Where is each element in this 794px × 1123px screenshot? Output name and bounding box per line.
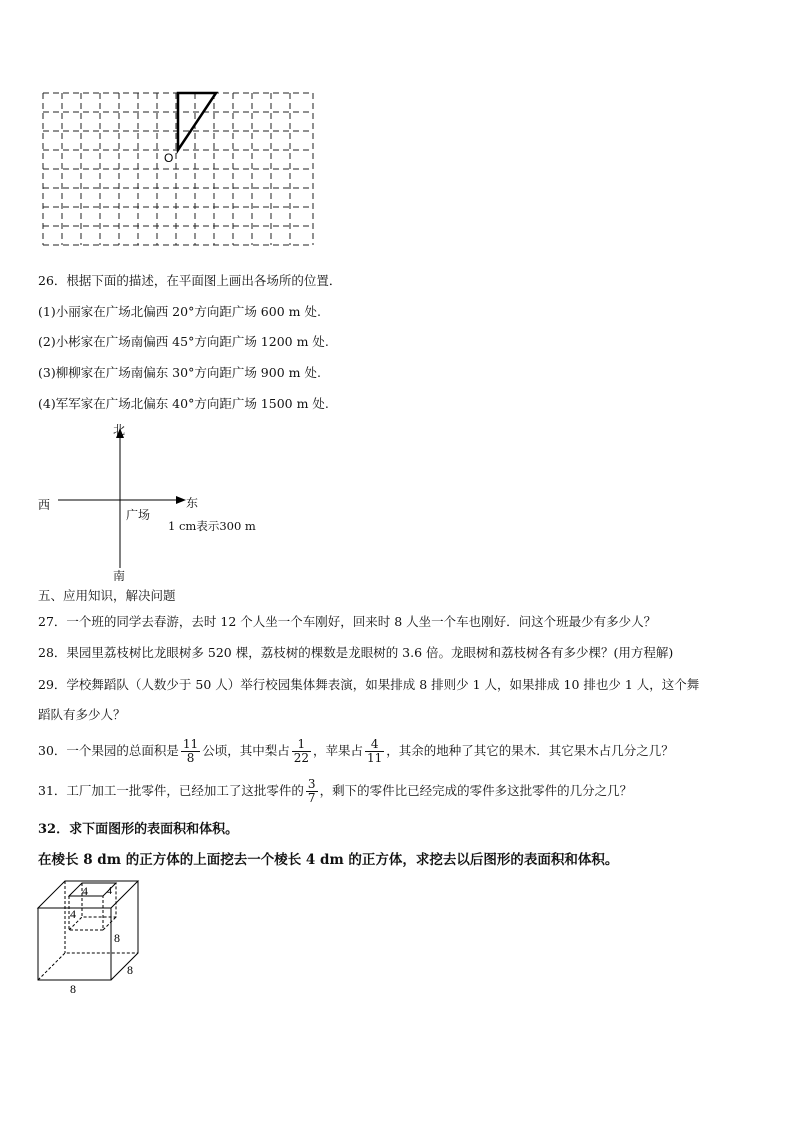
origin-label: O (164, 151, 174, 165)
north-label: 北 (113, 423, 126, 437)
cube-label-inner-side: 4 (70, 907, 76, 921)
q28-text: 28．果园里荔枝树比龙眼树多 520 棵，荔枝树的棵数是龙眼树的 3.6 倍。龙眼树和荔枝树各有多少棵？(用方程解) (38, 645, 674, 660)
outer-top-face (38, 881, 138, 908)
cube-label-inner-top: 4 (82, 884, 88, 898)
fraction-denominator: 11 (367, 751, 383, 765)
q26-item-3: (3)柳柳家在广场南偏东 30°方向距广场 900 m 处. (38, 365, 321, 380)
south-label: 南 (113, 569, 126, 583)
cube-label-inner-depth: 4 (107, 886, 112, 897)
q30-part-4: ，其余的地种了其它的果木．其它果木占几分之几？ (386, 743, 674, 758)
plaza-label: 广场 (126, 508, 151, 522)
east-arrow-icon (176, 496, 186, 504)
q26-item-2: (2)小彬家在广场南偏西 45°方向距广场 1200 m 处. (38, 334, 329, 349)
fraction-numerator: 3 (307, 777, 316, 791)
q27-text: 27．一个班的同学去春游，去时 12 个人坐一个车刚好，回来时 8 人坐一个车也刚好．问这个班最少有多少人？ (38, 614, 657, 629)
fraction-11-8 (181, 738, 200, 765)
cube-label-depth-edge: 8 (127, 963, 133, 977)
cube-label-right-edge: 8 (114, 931, 120, 945)
fraction-denominator: 7 (307, 791, 316, 805)
fraction-3-7 (306, 778, 318, 805)
fraction-numerator: 4 (365, 738, 384, 752)
fraction-numerator: 1 (292, 738, 311, 752)
east-label: 东 (186, 496, 199, 510)
fraction-numerator: 11 (182, 737, 199, 751)
q30-part-1: 30．一个果园的总面积是 (38, 743, 179, 758)
q31-part-1: 31．工厂加工一批零件，已经加工了这批零件的 (38, 783, 304, 798)
q32-title: 32．求下面图形的表面积和体积。 (38, 822, 239, 837)
q26-item-1: (1)小丽家在广场北偏西 20°方向距广场 600 m 处. (38, 304, 321, 319)
q30-part-3: ，苹果占 (312, 743, 363, 758)
fraction-1-22 (292, 738, 311, 765)
outer-hidden-edges (38, 953, 138, 980)
cube-label-bottom-edge: 8 (70, 982, 76, 996)
q30-part-2: 公顷，其中梨占 (202, 743, 290, 758)
compass-diagram (30, 420, 290, 582)
q26-item-4: (4)军军家在广场北偏东 40°方向距广场 1500 m 处. (38, 396, 329, 411)
fraction-denominator: 8 (186, 751, 195, 765)
q31-part-2: ，剩下的零件比已经完成的零件多这批零件的几分之几？ (319, 783, 633, 798)
grid-figure (40, 90, 320, 250)
cube-figure (30, 876, 170, 998)
right-triangle (178, 93, 216, 150)
scale-label: 1 cm表示300 m (168, 519, 256, 533)
q30 (38, 736, 674, 766)
west-label: 西 (38, 498, 51, 512)
q31 (38, 776, 632, 806)
fraction-4-11 (365, 738, 384, 765)
section-5-heading: 五、应用知识，解决问题 (38, 588, 176, 603)
q29-line-1: 29．学校舞蹈队（人数少于 50 人）举行校园集体舞表演，如果排成 8 排则少 1 人，如果排成 10 排也少 1 人，这个舞 (38, 677, 700, 692)
q32-description: 在棱长 8 dm 的正方体的上面挖去一个棱长 4 dm 的正方体，求挖去以后图形的表面积和体积。 (38, 852, 619, 868)
q26-title: 26．根据下面的描述，在平面图上画出各场所的位置． (38, 273, 342, 288)
q29-line-2: 蹈队有多少人？ (38, 707, 126, 722)
fraction-denominator: 22 (293, 751, 309, 765)
